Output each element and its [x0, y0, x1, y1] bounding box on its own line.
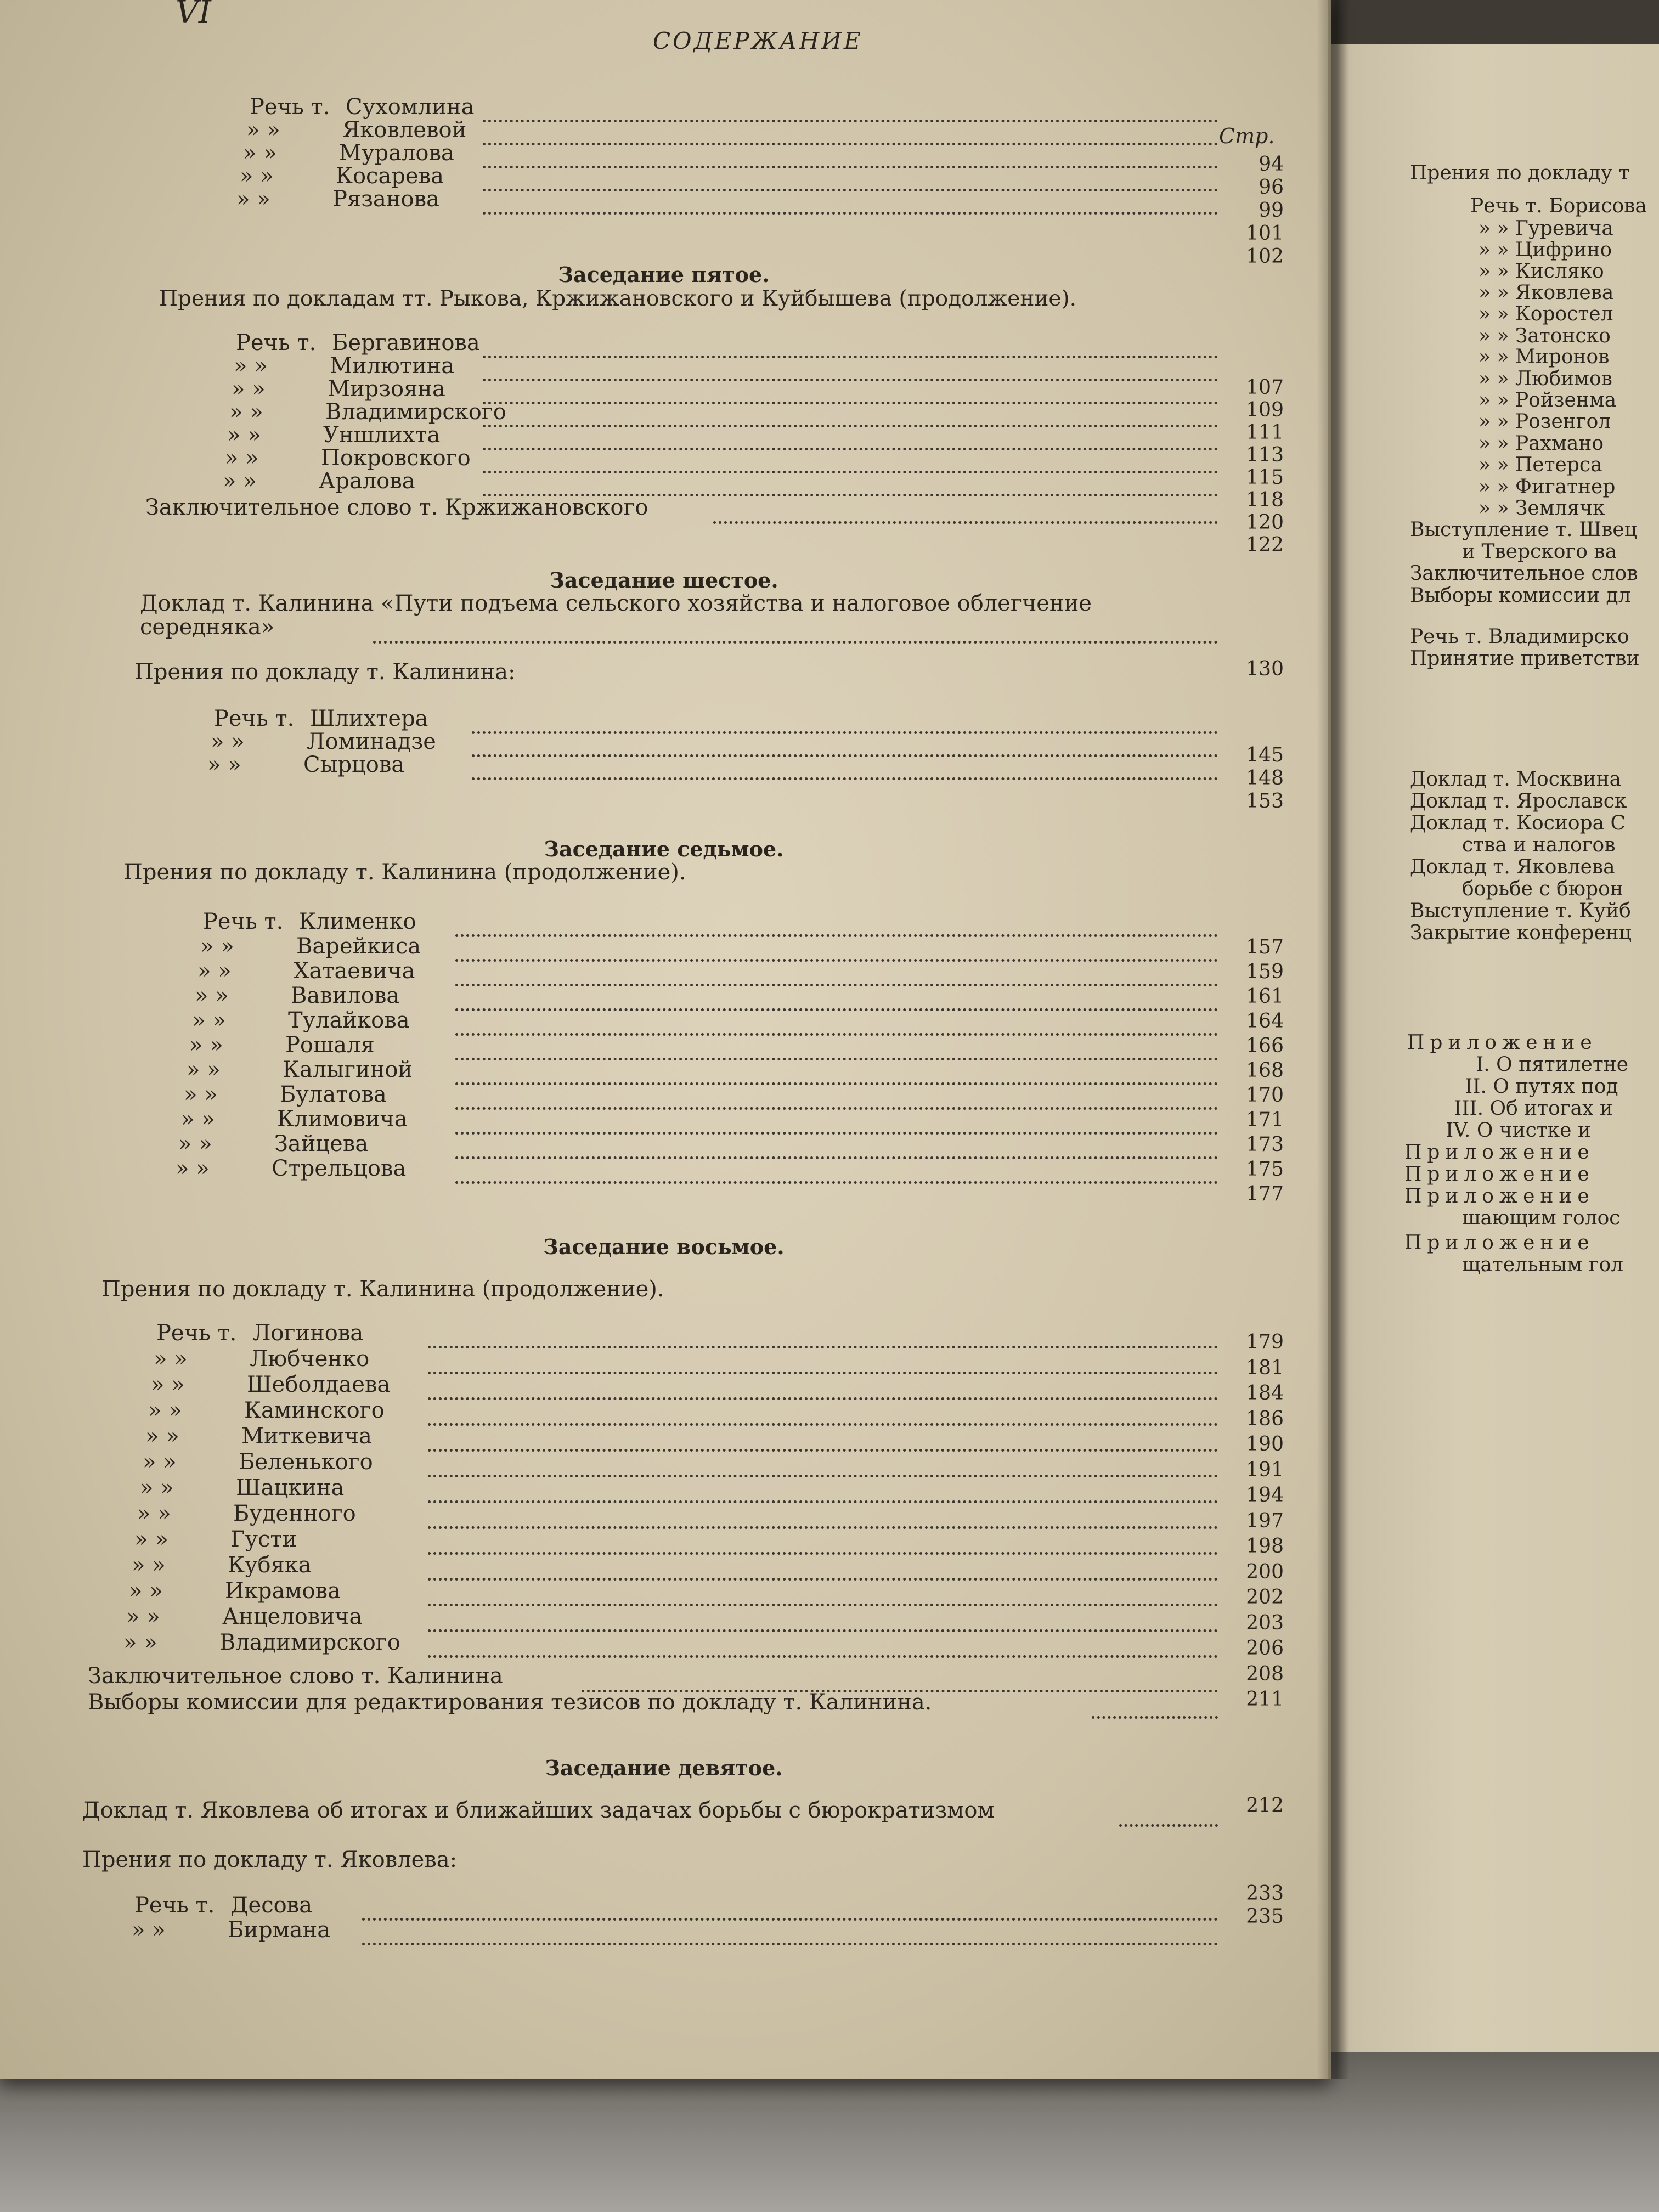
right-page — [1328, 44, 1659, 2052]
session-intro: Прения по докладам тт. Рыкова, Кржижановского и Куйбышева (продолжение). — [159, 286, 1077, 311]
speaker-name: Икрамова — [225, 1578, 341, 1604]
closing-remarks: Заключительное слово т. Калинина — [88, 1663, 503, 1689]
speaker-name: Ломинадзе — [307, 729, 436, 754]
page-ref: 122 — [1246, 534, 1284, 556]
leader-dots — [455, 962, 1218, 986]
speaker-name: Вавилова — [291, 983, 400, 1008]
page-ref: 161 — [1246, 985, 1284, 1008]
leader-dots — [428, 1633, 1218, 1658]
toc-entry — [176, 1155, 406, 1182]
speaker-name: Анцеловича — [222, 1604, 363, 1629]
page-ref: 115 — [1246, 466, 1284, 489]
report-title: Доклад т. Калинина «Пути подъема сельского хозяйства и налоговое облегчение — [140, 591, 1092, 616]
speech-prefix: » » — [187, 1057, 221, 1082]
session-intro: Прения по докладу т. Калинина (продолжение). — [101, 1277, 664, 1302]
speech-prefix: » » — [189, 1032, 223, 1058]
leader-dots — [455, 912, 1218, 937]
leader-dots — [483, 167, 1218, 191]
leader-dots — [373, 619, 1218, 644]
speaker-name: Хатаевича — [294, 958, 415, 984]
right-page-line: » » Затонско — [1479, 325, 1611, 347]
right-page-line: » » Петерса — [1479, 454, 1602, 476]
speech-prefix: Речь т. — [214, 706, 295, 731]
page-number: VI — [176, 0, 211, 31]
leader-dots — [472, 732, 1218, 757]
toc-entry — [189, 1031, 375, 1059]
speaker-name: Бергавинова — [332, 330, 480, 356]
page-ref: 202 — [1246, 1586, 1284, 1609]
leader-dots — [1092, 1694, 1218, 1719]
page-ref: 203 — [1246, 1611, 1284, 1634]
toc-entry — [178, 1130, 368, 1158]
page-ref: 233 — [1246, 1882, 1284, 1905]
page-ref: 190 — [1246, 1433, 1284, 1455]
page-ref: 99 — [1259, 199, 1284, 222]
speech-prefix: » » — [184, 1082, 218, 1107]
page-heading: СОДЕРЖАНИЕ — [653, 27, 863, 54]
speaker-name: Покровского — [321, 445, 471, 471]
speech-prefix: » » — [192, 1008, 226, 1033]
speaker-name: Уншлихта — [323, 422, 441, 448]
leader-dots — [483, 334, 1218, 358]
page-ref: 191 — [1246, 1458, 1284, 1481]
speech-prefix: » » — [207, 752, 241, 777]
page-ref: 170 — [1246, 1084, 1284, 1107]
leader-dots — [428, 1504, 1218, 1529]
toc-entry — [207, 751, 404, 778]
right-page-line: Приложение — [1404, 1185, 1595, 1207]
speaker-name: Густи — [230, 1527, 297, 1552]
right-page-line: Приложение — [1407, 1031, 1598, 1054]
right-page-line: Выступление т. Куйб — [1410, 900, 1631, 922]
leader-dots — [483, 449, 1218, 473]
speech-prefix: » » — [246, 117, 280, 143]
session-title: Заседание девятое. — [545, 1756, 783, 1780]
leader-dots — [483, 403, 1218, 427]
toc-entry — [134, 1526, 297, 1553]
page-ref: 159 — [1246, 961, 1284, 983]
leader-dots — [455, 1135, 1218, 1159]
commission-election: Выборы комиссии для редактирования тезисов по докладу т. Калинина. — [88, 1690, 932, 1715]
report-title: Доклад т. Яковлева об итогах и ближайших задачах борьбы с бюрократизмом — [82, 1798, 995, 1823]
right-page-line: » » Гуревича — [1479, 217, 1613, 240]
right-page-line: Выступление т. Швец — [1410, 518, 1637, 541]
toc-entry — [154, 1345, 369, 1373]
speaker-name: Варейкиса — [296, 934, 421, 959]
leader-dots — [362, 1896, 1218, 1921]
leader-dots — [483, 472, 1218, 496]
speech-prefix: » » — [129, 1578, 163, 1604]
leader-dots — [428, 1556, 1218, 1581]
right-page-line: Речь т. Владимирско — [1410, 625, 1629, 648]
speaker-name: Климовича — [277, 1107, 408, 1132]
speech-prefix: » » — [232, 376, 266, 402]
toc-entry — [181, 1105, 408, 1133]
speech-prefix: » » — [178, 1131, 212, 1156]
right-page-line: Речь т. Борисова — [1470, 195, 1647, 217]
toc-entry — [140, 1474, 344, 1502]
speaker-name: Бирмана — [228, 1917, 331, 1943]
toc-entry — [198, 957, 415, 985]
page-ref: 145 — [1246, 744, 1284, 766]
speaker-name: Рязанова — [332, 187, 439, 212]
toc-entry — [156, 1319, 363, 1347]
right-page-line: Приложение — [1404, 1163, 1595, 1186]
speech-prefix: » » — [176, 1156, 210, 1181]
page-ref: 235 — [1246, 1905, 1284, 1928]
toc-entry — [143, 1448, 373, 1476]
speaker-name: Калыгиной — [283, 1057, 413, 1082]
page-ref: 184 — [1246, 1382, 1284, 1404]
leader-dots — [455, 1060, 1218, 1085]
page-ref: 166 — [1246, 1035, 1284, 1057]
speaker-name: Рошаля — [285, 1032, 375, 1058]
speech-prefix: Речь т. — [236, 330, 317, 356]
speech-prefix: » » — [132, 1553, 166, 1578]
speaker-name: Каминского — [244, 1398, 385, 1423]
speaker-name: Муралова — [339, 140, 454, 166]
toc-entry — [195, 982, 399, 1009]
report-title-cont: середняка» — [140, 614, 275, 640]
speaker-name: Стрельцова — [272, 1156, 407, 1181]
right-page-line: » » Яковлева — [1479, 281, 1614, 304]
page-ref: 206 — [1246, 1637, 1284, 1660]
speech-prefix: » » — [234, 353, 268, 379]
speaker-name: Любченко — [250, 1346, 370, 1372]
right-page-line: » » Фигатнер — [1479, 476, 1616, 498]
speaker-name: Тулайкова — [288, 1008, 410, 1033]
page-ref: 153 — [1246, 790, 1284, 812]
leader-dots — [483, 98, 1218, 122]
speaker-name: Миткевича — [241, 1424, 372, 1449]
page-ref: 101 — [1246, 222, 1284, 245]
speaker-name: Логинова — [252, 1321, 364, 1346]
page-ref: 212 — [1246, 1795, 1284, 1817]
speech-prefix: » » — [243, 140, 277, 166]
speaker-name: Десова — [230, 1893, 313, 1918]
page-ref: 179 — [1246, 1331, 1284, 1353]
leader-dots — [362, 1921, 1218, 1945]
right-page-line: Заключительное слов — [1410, 562, 1638, 585]
page-ref: 177 — [1246, 1183, 1284, 1205]
speech-prefix: » » — [151, 1372, 185, 1397]
right-page-line: шающим голос — [1462, 1207, 1621, 1229]
page-column-label: Стр. — [1219, 124, 1275, 148]
page-ref: 120 — [1246, 511, 1284, 534]
toc-entry — [132, 1916, 330, 1944]
leader-dots — [455, 937, 1218, 962]
speech-prefix: » » — [195, 983, 229, 1008]
speech-prefix: » » — [227, 422, 261, 448]
page-ref: 130 — [1246, 658, 1284, 680]
toc-entry — [187, 1056, 413, 1084]
right-page-line: » » Кисляко — [1479, 260, 1604, 283]
session-title: Заседание шестое. — [549, 568, 778, 592]
speaker-name: Милютина — [330, 353, 455, 379]
right-page-line: » » Любимов — [1479, 368, 1612, 390]
page-ref: 175 — [1246, 1158, 1284, 1181]
speaker-name: Шеболдаева — [247, 1372, 391, 1397]
speech-prefix: Речь т. — [134, 1893, 215, 1918]
page-ref: 157 — [1246, 936, 1284, 958]
right-page-line: Закрытие конференц — [1410, 922, 1632, 944]
speaker-name: Шлихтера — [310, 706, 428, 731]
speech-prefix: » » — [132, 1917, 166, 1943]
page-ref: 109 — [1246, 399, 1284, 421]
page-ref: 208 — [1246, 1662, 1284, 1685]
speech-prefix: » » — [198, 958, 232, 984]
toc-entry — [192, 1007, 410, 1034]
page-ref: 168 — [1246, 1059, 1284, 1082]
page-ref: 171 — [1246, 1109, 1284, 1131]
leader-dots — [428, 1582, 1218, 1606]
leader-dots — [483, 190, 1218, 215]
speech-prefix: » » — [145, 1424, 179, 1449]
right-page-line: ства и налогов — [1462, 834, 1616, 856]
right-page-line: и Тверского ва — [1462, 540, 1617, 563]
leader-dots — [428, 1324, 1218, 1348]
leader-dots — [483, 380, 1218, 404]
toc-entry — [137, 1500, 356, 1527]
right-page-line: II. О путях под — [1465, 1075, 1618, 1098]
leader-dots — [455, 1085, 1218, 1110]
right-page-line: Прения по докладу т — [1410, 162, 1630, 184]
right-page-line: » » Рахмано — [1479, 432, 1604, 455]
right-page-line: борьбе с бюрон — [1462, 878, 1623, 900]
toc-entry — [132, 1551, 312, 1579]
page-ref: 94 — [1259, 153, 1284, 176]
right-page-line: Доклад т. Москвина — [1410, 768, 1622, 791]
leader-dots — [428, 1401, 1218, 1426]
leader-dots — [455, 986, 1218, 1011]
session-title: Заседание пятое. — [558, 262, 770, 287]
speech-prefix: » » — [154, 1346, 188, 1372]
speech-prefix: » » — [200, 934, 234, 959]
toc-entry — [200, 933, 421, 960]
right-page-line: Принятие приветстви — [1410, 647, 1640, 670]
page-ref: 113 — [1246, 444, 1284, 466]
speech-prefix: » » — [240, 163, 274, 189]
leader-dots — [483, 426, 1218, 450]
spine-shadow — [1317, 0, 1350, 2079]
speech-prefix: » » — [229, 399, 263, 425]
toc-entry — [151, 1371, 390, 1398]
right-page-line: » » Коростел — [1479, 303, 1613, 325]
speech-prefix: » » — [225, 445, 259, 471]
right-page-line: щательным гол — [1462, 1254, 1624, 1276]
speech-prefix: » » — [223, 469, 257, 494]
toc-entry — [203, 908, 416, 935]
toc-entry — [145, 1423, 372, 1450]
speaker-name: Владимирского — [325, 399, 506, 425]
page-ref: 164 — [1246, 1010, 1284, 1032]
right-page-line: » » Цифрино — [1479, 239, 1612, 261]
page-ref: 111 — [1246, 421, 1284, 444]
page-ref: 107 — [1246, 376, 1284, 399]
right-page-line: Приложение — [1404, 1141, 1595, 1164]
speaker-name: Сухомлина — [346, 94, 475, 120]
speaker-name: Владимирского — [219, 1630, 400, 1655]
right-page-line: Доклад т. Яковлева — [1410, 856, 1615, 878]
right-page-line: IV. О чистке и — [1446, 1119, 1591, 1142]
right-page-line: Приложение — [1404, 1232, 1595, 1254]
leader-dots — [1119, 1802, 1218, 1827]
speech-prefix: » » — [143, 1449, 177, 1475]
right-page-line: Доклад т. Косиора С — [1410, 812, 1626, 834]
toc-entry — [223, 467, 415, 495]
toc-entry — [123, 1629, 400, 1656]
leader-dots — [428, 1427, 1218, 1452]
page-ref: 186 — [1246, 1407, 1284, 1430]
right-page-line: III. Об итогах и — [1454, 1097, 1613, 1120]
speaker-name: Булатова — [280, 1082, 387, 1107]
right-page-line: » » Землячк — [1479, 497, 1605, 520]
page-ref: 197 — [1246, 1509, 1284, 1532]
speaker-name: Аралова — [319, 469, 415, 494]
leader-dots — [428, 1479, 1218, 1503]
leader-dots — [483, 144, 1218, 168]
page-ref: 198 — [1246, 1535, 1284, 1558]
leader-dots — [428, 1375, 1218, 1400]
speaker-name: Клименко — [299, 909, 416, 934]
page-ref: 200 — [1246, 1560, 1284, 1583]
leader-dots — [428, 1607, 1218, 1632]
speaker-name: Сырцова — [303, 752, 405, 777]
speech-prefix: Речь т. — [203, 909, 284, 934]
speaker-name: Беленького — [239, 1449, 373, 1475]
speaker-name: Буденного — [233, 1501, 356, 1526]
page-ref: 148 — [1246, 767, 1284, 789]
page-ref: 211 — [1246, 1688, 1284, 1711]
right-page-line: I. О пятилетне — [1476, 1053, 1629, 1076]
speech-prefix: » » — [137, 1501, 171, 1526]
session-intro: Прения по докладу т. Калинина (продолжение). — [123, 860, 686, 885]
right-page-line: Выборы комиссии дл — [1410, 584, 1631, 607]
speech-prefix: Речь т. — [250, 94, 330, 120]
speaker-name: Кубяка — [228, 1553, 312, 1578]
closing-remarks: Заключительное слово т. Кржижановского — [145, 495, 648, 520]
right-page-line: » » Ройзенма — [1479, 389, 1617, 411]
debate-heading: Прения по докладу т. Яковлева: — [82, 1847, 458, 1872]
speech-prefix: » » — [181, 1107, 215, 1132]
speech-prefix: Речь т. — [156, 1321, 237, 1346]
leader-dots — [483, 357, 1218, 381]
right-page-line: » » Розенгол — [1479, 410, 1611, 433]
speech-prefix: » » — [148, 1398, 182, 1423]
speech-prefix: » » — [236, 187, 270, 212]
leader-dots — [455, 1110, 1218, 1135]
leader-dots — [472, 755, 1218, 780]
leader-dots — [483, 121, 1218, 145]
leader-dots — [455, 1011, 1218, 1036]
toc-entry — [129, 1577, 341, 1605]
toc-entry — [126, 1603, 362, 1630]
speaker-name: Шацкина — [236, 1475, 345, 1500]
leader-dots — [455, 1159, 1218, 1184]
right-page-line: Доклад т. Ярославск — [1410, 790, 1627, 812]
speaker-name: Яковлевой — [342, 117, 467, 143]
speech-prefix: » » — [134, 1527, 168, 1552]
toc-entry — [184, 1081, 387, 1108]
page-ref: 118 — [1246, 489, 1284, 511]
page-ref: 181 — [1246, 1356, 1284, 1379]
page-ref: 96 — [1259, 176, 1284, 199]
session-title: Заседание восьмое. — [543, 1234, 785, 1259]
speech-prefix: » » — [123, 1630, 157, 1655]
leader-dots — [428, 1530, 1218, 1555]
speech-prefix: » » — [140, 1475, 174, 1500]
speaker-name: Косарева — [336, 163, 444, 189]
toc-entry — [134, 1892, 312, 1919]
right-page-line: » » Миронов — [1479, 346, 1610, 368]
speech-prefix: » » — [211, 729, 245, 754]
leader-dots — [455, 1036, 1218, 1060]
speaker-name: Мирзояна — [328, 376, 445, 402]
leader-dots — [428, 1350, 1218, 1374]
session-title: Заседание седьмое. — [544, 837, 784, 861]
toc-entry — [148, 1397, 385, 1424]
speech-prefix: » » — [126, 1604, 160, 1629]
page-ref: 194 — [1246, 1484, 1284, 1506]
page-ref: 173 — [1246, 1133, 1284, 1156]
leader-dots — [472, 709, 1218, 734]
speaker-name: Зайцева — [274, 1131, 369, 1156]
page-ref: 102 — [1246, 245, 1284, 268]
leader-dots — [713, 499, 1218, 524]
toc-entry — [236, 185, 439, 213]
leader-dots — [428, 1453, 1218, 1477]
debate-heading: Прения по докладу т. Калинина: — [134, 659, 516, 685]
